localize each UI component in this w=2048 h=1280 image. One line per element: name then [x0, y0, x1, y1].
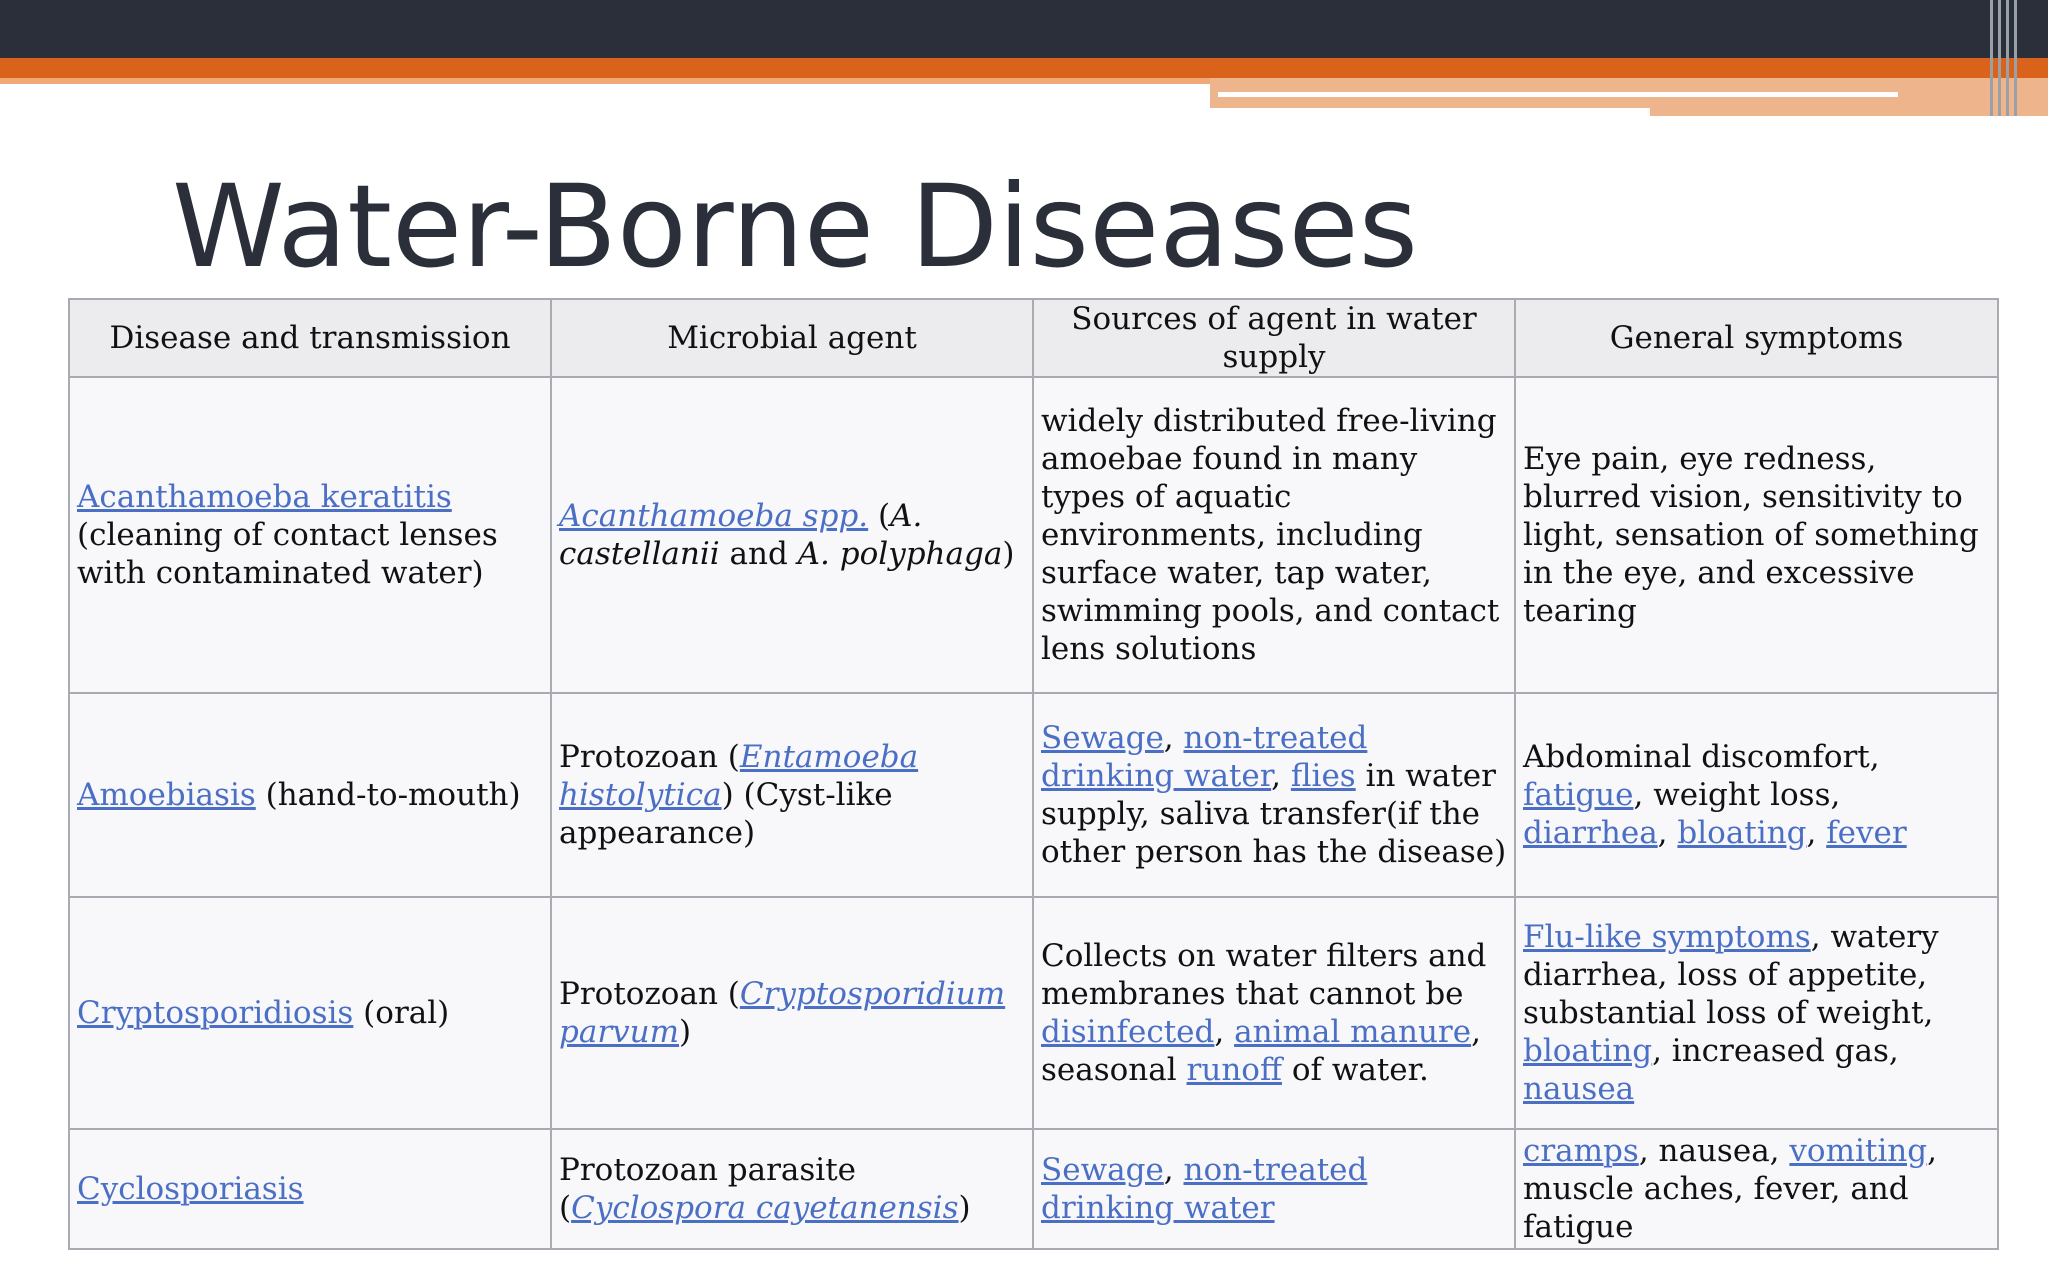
header-peach-band [1210, 78, 2048, 116]
symptom-link[interactable]: Flu-like symptoms [1523, 919, 1811, 955]
separator: , [1163, 1152, 1184, 1188]
header-agent: Microbial agent [551, 299, 1033, 377]
table-header-row [69, 299, 1998, 377]
symptom-link[interactable]: nausea [1523, 1071, 1635, 1107]
header-orange-stripe [0, 58, 2048, 78]
table-row [69, 693, 1998, 897]
symptom-link[interactable]: bloating [1677, 815, 1807, 851]
edge-line [2014, 0, 2017, 116]
sources-link[interactable]: animal manure [1234, 1014, 1472, 1050]
header-sources: Sources of agent in water supply [1033, 299, 1515, 377]
sources-link[interactable]: disinfected [1041, 1014, 1215, 1050]
symptoms-cell [1515, 377, 1998, 693]
disease-cell [69, 897, 551, 1129]
sources-cell [1033, 897, 1515, 1129]
sources-link[interactable]: Sewage [1041, 720, 1164, 756]
agent-link[interactable]: Acanthamoeba spp. [559, 498, 869, 534]
agent-cell [551, 1129, 1033, 1249]
agent-cell [551, 377, 1033, 693]
edge-line [1990, 0, 1993, 116]
disease-text: (oral) [353, 995, 450, 1031]
header-white-line [1218, 92, 1898, 97]
symptoms-text: Eye pain, eye redness, blurred vision, sensitivity to light, sensation of something in the eye, and excessive tearing [1523, 441, 1979, 629]
sources-cell [1033, 693, 1515, 897]
sources-text: of water. [1281, 1052, 1429, 1088]
table-row [69, 897, 1998, 1129]
agent-text: ( [868, 498, 891, 534]
edge-line [1998, 0, 2001, 116]
symptoms-text: , muscle aches, fever, and fatigue [1523, 1133, 1937, 1245]
separator: , [1271, 758, 1291, 794]
symptom-link[interactable]: fatigue [1523, 777, 1634, 813]
sources-cell [1033, 1129, 1515, 1249]
symptom-link[interactable]: fever [1826, 815, 1907, 851]
header-white-gap [1210, 108, 1650, 116]
table-row [69, 1129, 1998, 1249]
symptoms-text: , increased gas, [1652, 1033, 1899, 1069]
disease-link[interactable]: Cryptosporidiosis [77, 995, 354, 1031]
agent-link[interactable]: Cryptosporidium parvum [559, 976, 1006, 1050]
agent-link[interactable]: Entamoeba histolytica [559, 739, 919, 813]
disease-cell [69, 693, 551, 897]
edge-line [2006, 0, 2009, 116]
agent-species: A. castellanii [559, 498, 923, 572]
disease-text: (hand-to-mouth) [255, 777, 521, 813]
sources-link[interactable]: non-treated drinking water [1041, 1152, 1368, 1226]
symptoms-cell [1515, 693, 1998, 897]
sources-text: in water supply, saliva transfer(if the other person has the disease) [1041, 758, 1507, 870]
sources-link[interactable]: flies [1290, 758, 1356, 794]
header-symptoms: General symptoms [1515, 299, 1998, 377]
sources-text: , seasonal [1041, 1014, 1481, 1088]
header-disease: Disease and transmission [69, 299, 551, 377]
table-row [69, 377, 1998, 693]
symptom-link[interactable]: bloating [1523, 1033, 1653, 1069]
sources-link[interactable]: Sewage [1041, 1152, 1164, 1188]
slide-title: Water-Borne Diseases [172, 160, 1418, 293]
disease-cell [69, 1129, 551, 1249]
sources-text: Collects on water filters and membranes that cannot be [1041, 938, 1487, 1012]
symptoms-text: , weight loss, [1633, 777, 1841, 813]
header-dark-bar [0, 0, 2048, 58]
agent-text: ) [1002, 536, 1015, 572]
symptom-link[interactable]: cramps [1523, 1133, 1639, 1169]
agent-cell [551, 693, 1033, 897]
symptom-link[interactable]: vomiting [1789, 1133, 1928, 1169]
sources-link[interactable]: runoff [1186, 1052, 1282, 1088]
agent-text: Protozoan ( [559, 739, 740, 775]
header-light-stripe [0, 78, 1210, 84]
sources-link[interactable]: non-treated drinking water [1041, 720, 1368, 794]
symptoms-text: Abdominal discomfort, [1523, 739, 1880, 775]
separator: , [1657, 815, 1678, 851]
disease-text: (cleaning of contact lenses with contaminated water) [77, 517, 498, 591]
separator: , [1163, 720, 1184, 756]
separator: , [1214, 1014, 1235, 1050]
agent-species: A. polyphaga [797, 536, 1003, 572]
symptoms-text: , watery diarrhea, loss of appetite, substantial loss of weight, [1523, 919, 1939, 1031]
agent-text: Protozoan parasite ( [559, 1152, 857, 1226]
agent-text: ) (Cyst-like appearance) [559, 777, 893, 851]
disease-link[interactable]: Acanthamoeba keratitis [77, 479, 452, 515]
agent-text: ) [679, 1014, 692, 1050]
sources-text: widely distributed free-living amoebae found in many types of aquatic environments, including surface water, tap water, swimming pools, and contact lens solutions [1041, 403, 1500, 667]
symptoms-cell [1515, 1129, 1998, 1249]
agent-text: ) [958, 1190, 971, 1226]
agent-text: and [719, 536, 798, 572]
agent-link[interactable]: Cyclospora cayetanensis [571, 1190, 959, 1226]
disease-link[interactable]: Amoebiasis [77, 777, 256, 813]
symptoms-cell [1515, 897, 1998, 1129]
sources-cell [1033, 377, 1515, 693]
symptom-link[interactable]: diarrhea [1523, 815, 1658, 851]
agent-cell [551, 897, 1033, 1129]
symptoms-text: , nausea, [1638, 1133, 1790, 1169]
agent-text: Protozoan ( [559, 976, 740, 1012]
disease-cell [69, 377, 551, 693]
disease-link[interactable]: Cyclosporiasis [77, 1171, 304, 1207]
diseases-table [68, 298, 1999, 1250]
separator: , [1806, 815, 1827, 851]
